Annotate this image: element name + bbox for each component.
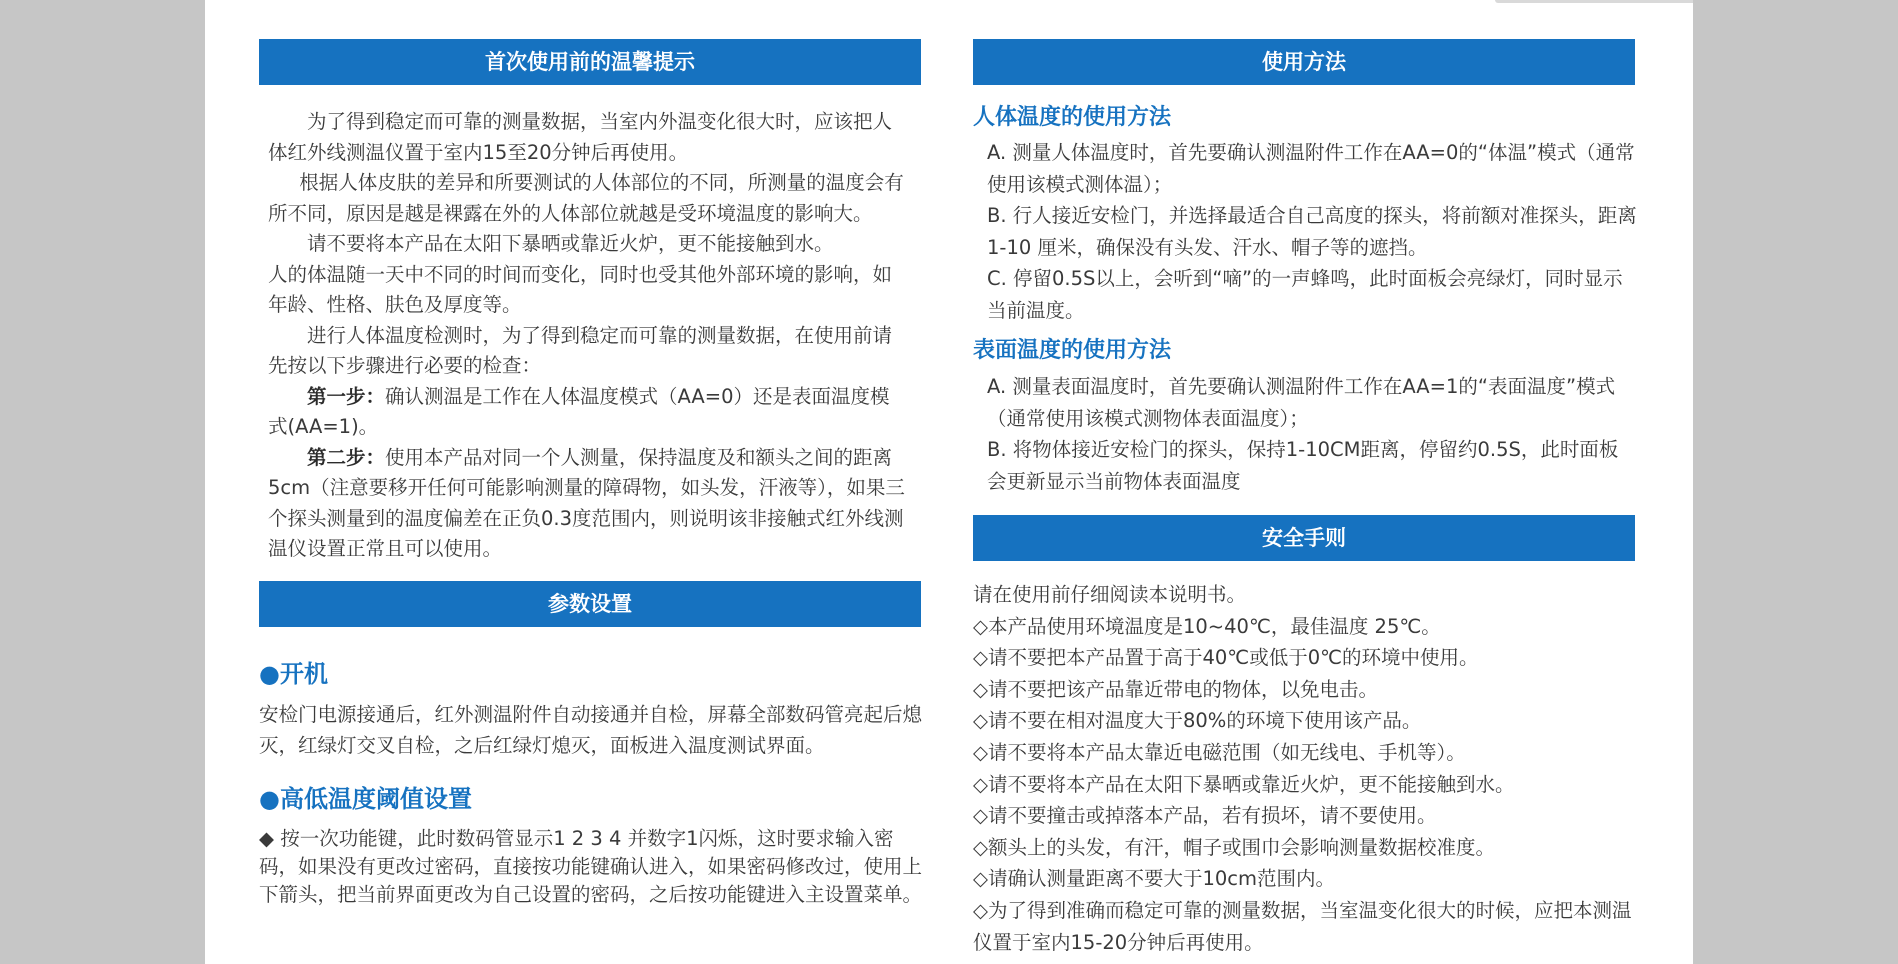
- safety-banner: 安全手则: [973, 515, 1635, 561]
- step-1-label: 第一步：: [307, 384, 386, 408]
- step-1-text: 确认测温是工作在人体温度模式（AA=0）还是表面温度模式(AA=1)。: [268, 384, 890, 438]
- safety-item: ◇请不要把该产品靠近带电的物体，以免电击。: [973, 677, 1378, 701]
- safety-item: ◇请不要将本产品在太阳下暴晒或靠近火炉，更不能接触到水。: [973, 772, 1515, 796]
- body-temp-heading: 人体温度的使用方法: [973, 105, 1172, 130]
- tips-paragraph-4: 人的体温随一天中不同的时间而变化，同时也受其他外部环境的影响，如年龄、性格、肤色及厚度等。: [268, 262, 893, 316]
- safety-list: [973, 579, 1637, 958]
- tips-body: [268, 107, 908, 565]
- safety-item: ◇请确认测量距离不要大于10cm范围内。: [973, 867, 1336, 891]
- safety-item: ◇额头上的头发，有汗，帽子或围巾会影响测量数据校准度。: [973, 835, 1495, 859]
- document-page: [205, 0, 1693, 964]
- body-temp-step-c: C. 停留0.5S以上，会听到“嘀”的一声蜂鸣，此时面板会亮绿灯，同时显示当前温度。: [987, 267, 1623, 322]
- tips-paragraph-5: 进行人体温度检测时，为了得到稳定而可靠的测量数据，在使用前请先按以下步骤进行必要的检查：: [268, 323, 893, 377]
- safety-item: 请在使用前仔细阅读本说明书。: [973, 583, 1247, 606]
- threshold-text: ◆ 按一次功能键，此时数码管显示1 2 3 4 并数字1闪烁，这时要求输入密码，如果没有更改过密码，直接按功能键确认进入，如果密码修改过，使用上下箭头，把当前界面更改为自己设置的密码，之后按功能键进入主设置菜单。: [259, 827, 923, 906]
- step-2-label: 第二步：: [307, 445, 386, 469]
- safety-item: ◇为了得到准确而稳定可靠的测量数据，当室温变化很大的时候，应把本测温仪置于室内15-20分钟后再使用。: [973, 898, 1632, 954]
- usage-banner: 使用方法: [973, 39, 1635, 85]
- safety-item: ◇请不要撞击或掉落本产品，若有损坏，请不要使用。: [973, 804, 1437, 828]
- threshold-heading: ●高低温度阈值设置: [259, 785, 472, 813]
- power-on-heading: ●开机: [259, 660, 328, 688]
- page-edge-shadow: [1495, 0, 1693, 3]
- surface-temp-heading: 表面温度的使用方法: [973, 338, 1172, 363]
- tips-paragraph-2: 根据人体皮肤的差异和所要测试的人体部位的不同，所测量的温度会有所不同，原因是越是裸露在外的人体部位就越是受环境温度的影响大。: [268, 171, 904, 225]
- safety-item: ◇本产品使用环境温度是10~40℃，最佳温度 25℃。: [973, 614, 1441, 638]
- safety-item: ◇请不要将本产品太靠近电磁范围（如无线电、手机等）。: [973, 740, 1466, 764]
- tips-step-2: [268, 443, 908, 565]
- body-temp-text: [973, 137, 1637, 326]
- tips-paragraph-1: 为了得到稳定而可靠的测量数据，当室内外温变化很大时，应该把人体红外线测温仪置于室内15至20分钟后再使用。: [268, 110, 893, 164]
- step-2-text: 使用本产品对同一个人测量，保持温度及和额头之间的距离5cm（注意要移开任何可能影响测量的障碍物，如头发，汗液等），如果三个探头测量到的温度偏差在正负0.3度范围内，则说明该非接触式红外线测温仪设置正常且可以使用。: [268, 445, 905, 560]
- tips-paragraph-3: 请不要将本产品在太阳下暴晒或靠近火炉，更不能接触到水。: [307, 232, 834, 255]
- body-temp-step-b: B. 行人接近安检门，并选择最适合自己高度的探头，将前额对准探头，距离 1-10 厘米，确保没有头发、汗水、帽子等的遮挡。: [987, 204, 1637, 259]
- body-temp-step-a: A. 测量人体温度时，首先要确认测温附件工作在AA=0的“体温”模式（通常使用该模式测体温）；: [987, 141, 1635, 196]
- safety-item: ◇请不要把本产品置于高于40℃或低于0℃的环境中使用。: [973, 646, 1479, 670]
- power-on-text: 安检门电源接通后，红外测温附件自动接通并自检，屏幕全部数码管亮起后熄灭，红绿灯交叉自检，之后红绿灯熄灭，面板进入温度测试界面。: [259, 703, 923, 757]
- surface-temp-step-a: A. 测量表面温度时，首先要确认测温附件工作在AA=1的“表面温度”模式（通常使用该模式测物体表面温度）；: [987, 375, 1616, 430]
- safety-item: ◇请不要在相对温度大于80%的环境下使用该产品。: [973, 709, 1422, 733]
- params-banner: 参数设置: [259, 581, 921, 627]
- tips-step-1: [268, 382, 908, 443]
- surface-temp-step-b: B. 将物体接近安检门的探头，保持1-10CM距离，停留约0.5S，此时面板会更新显示当前物体表面温度: [987, 438, 1619, 493]
- tips-banner: 首次使用前的温馨提示: [259, 39, 921, 85]
- surface-temp-text: [973, 371, 1637, 497]
